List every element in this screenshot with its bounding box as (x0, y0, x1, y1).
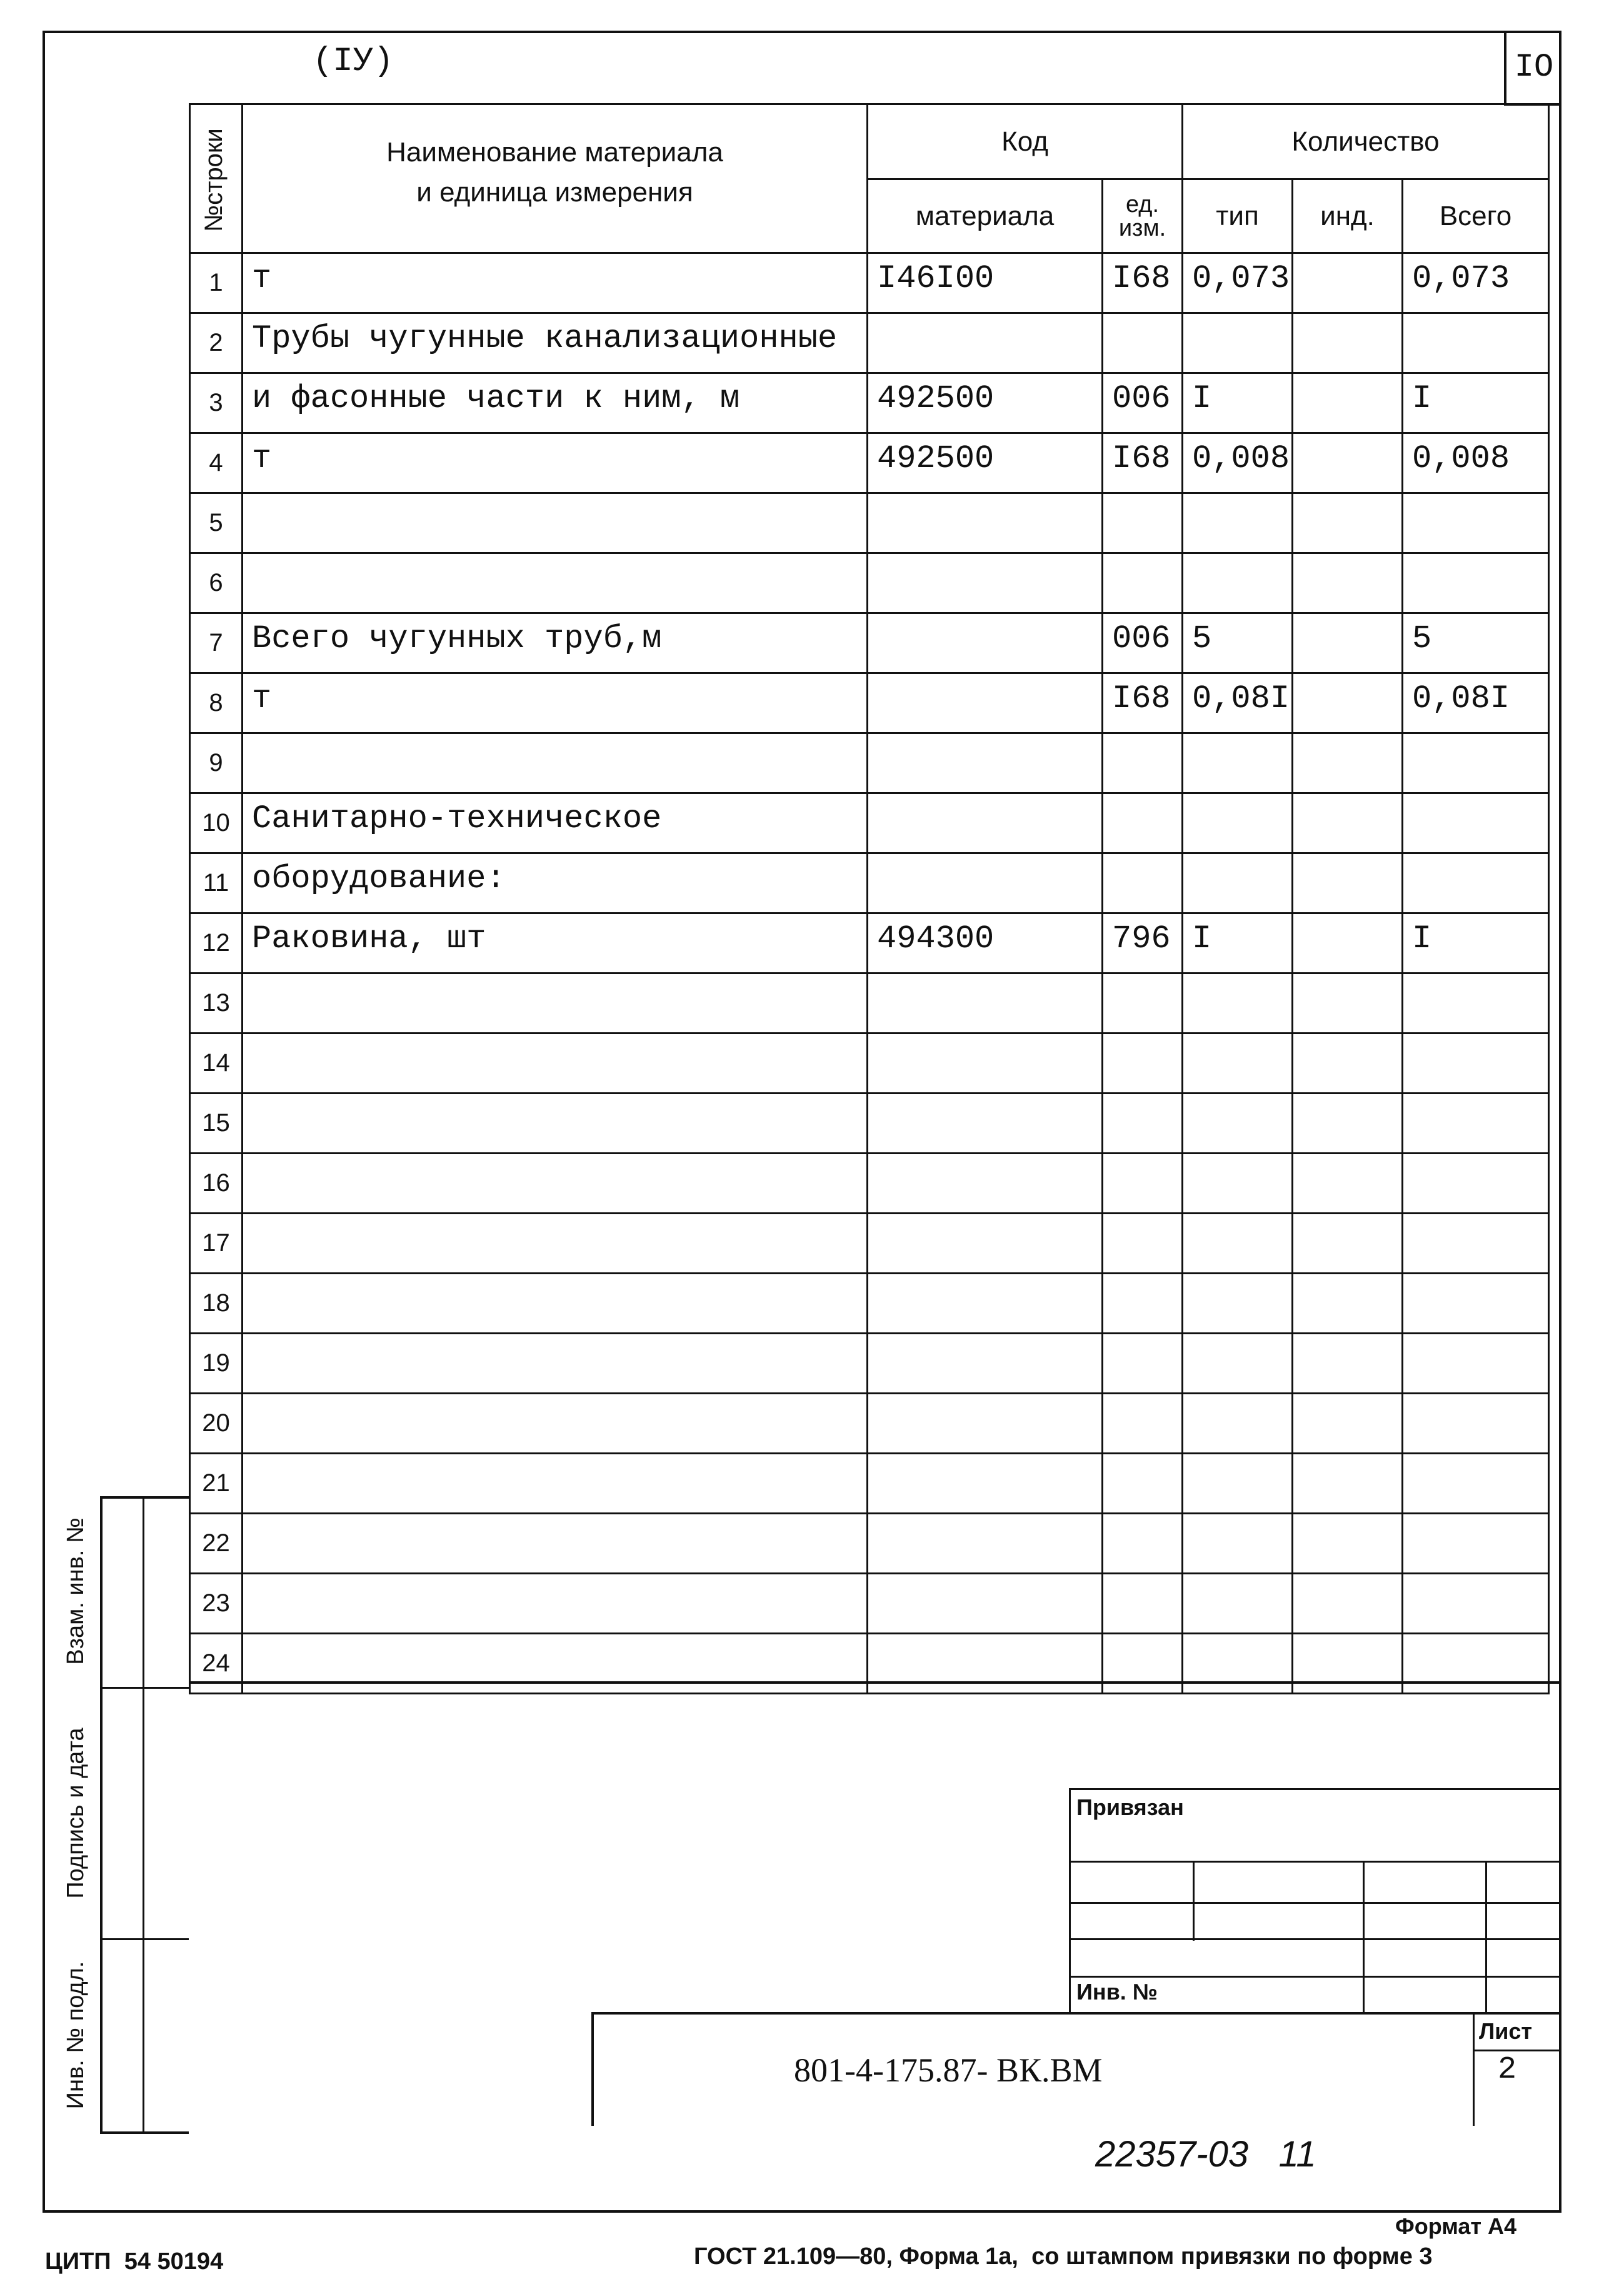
table-row (190, 613, 1549, 673)
table-row (190, 973, 1549, 1034)
row-unit-code (1103, 1274, 1183, 1334)
table-row (190, 253, 1549, 313)
row-number: 7 (190, 613, 243, 673)
row-qty-total: 0,008 (1403, 433, 1549, 493)
row-number: 12 (190, 913, 243, 973)
handwritten-number: 22357-03 11 (1095, 2134, 1316, 2175)
row-qty-total (1403, 313, 1549, 373)
footer-left: ЦИТП 54 50194 (45, 2248, 224, 2275)
side-divider-2 (100, 1938, 189, 1940)
row-qty-typ (1183, 1574, 1293, 1634)
row-unit-code (1103, 1514, 1183, 1574)
table-row (190, 1514, 1549, 1574)
row-name: Всего чугунных труб,м (243, 613, 868, 673)
row-qty-ind (1293, 313, 1403, 373)
row-qty-typ (1183, 1454, 1293, 1514)
row-number: 1 (190, 253, 243, 313)
row-qty-total: 0,08I (1403, 673, 1549, 733)
row-qty-ind (1293, 373, 1403, 433)
row-qty-ind (1293, 973, 1403, 1034)
row-unit-code: 006 (1103, 613, 1183, 673)
row-material-code (868, 853, 1103, 913)
row-name (243, 1574, 868, 1634)
row-material-code (868, 1574, 1103, 1634)
row-material-code (868, 673, 1103, 733)
row-name: т (243, 673, 868, 733)
designation-text: 801-4-175.87- ВК.ВМ (794, 2051, 1103, 2089)
row-qty-total (1403, 793, 1549, 853)
row-qty-typ: I (1183, 913, 1293, 973)
table-row (190, 1094, 1549, 1154)
table-row (190, 1394, 1549, 1454)
row-number: 10 (190, 793, 243, 853)
row-unit-code (1103, 1154, 1183, 1214)
stamp-hline-2 (1069, 1902, 1561, 1904)
row-name (243, 733, 868, 793)
row-qty-total (1403, 1634, 1549, 1694)
privyazan-label: Привязан (1076, 1794, 1184, 1820)
row-qty-ind (1293, 1454, 1403, 1514)
row-qty-typ (1183, 493, 1293, 553)
table-row (190, 433, 1549, 493)
row-qty-typ (1183, 1634, 1293, 1694)
row-name: т (243, 433, 868, 493)
row-qty-total (1403, 1214, 1549, 1274)
row-qty-ind (1293, 433, 1403, 493)
row-qty-total (1403, 553, 1549, 613)
row-unit-code (1103, 1034, 1183, 1094)
row-qty-ind (1293, 1094, 1403, 1154)
row-material-code: 492500 (868, 433, 1103, 493)
row-qty-ind (1293, 1574, 1403, 1634)
row-name: Трубы чугунные канализационные (243, 313, 868, 373)
row-qty-ind (1293, 1034, 1403, 1094)
row-qty-total (1403, 1514, 1549, 1574)
row-qty-typ (1183, 973, 1293, 1034)
row-unit-code (1103, 973, 1183, 1034)
row-qty-total (1403, 1094, 1549, 1154)
row-number: 22 (190, 1514, 243, 1574)
table-row (190, 1334, 1549, 1394)
row-number: 11 (190, 853, 243, 913)
row-material-code (868, 973, 1103, 1034)
list-box-divider (1473, 2012, 1475, 2126)
row-qty-total: 0,073 (1403, 253, 1549, 313)
row-name (243, 1634, 868, 1694)
table-row (190, 1214, 1549, 1274)
footer-right: ГОСТ 21.109—80, Форма 1а, со штампом привязки по форме 3 (694, 2243, 1433, 2270)
row-material-code (868, 553, 1103, 613)
row-qty-typ (1183, 1274, 1293, 1334)
row-material-code: I46I00 (868, 253, 1103, 313)
row-number: 5 (190, 493, 243, 553)
format-label: Формат А4 (1395, 2213, 1517, 2239)
header-name: Наименование материала и единица измерения (243, 104, 868, 253)
row-qty-typ (1183, 733, 1293, 793)
table-row (190, 493, 1549, 553)
row-material-code: 494300 (868, 913, 1103, 973)
list-value: 2 (1498, 2052, 1517, 2088)
table-row (190, 1454, 1549, 1514)
row-unit-code (1103, 493, 1183, 553)
stamp-vline-2 (1363, 1861, 1365, 2015)
row-name (243, 1034, 868, 1094)
sheet-number: IO (1504, 31, 1561, 106)
row-material-code (868, 1154, 1103, 1214)
row-number: 17 (190, 1214, 243, 1274)
row-name: т (243, 253, 868, 313)
header-code: Код (868, 104, 1183, 179)
spec-body (190, 253, 1549, 1694)
table-row (190, 373, 1549, 433)
row-qty-ind (1293, 1514, 1403, 1574)
row-unit-code: I68 (1103, 253, 1183, 313)
header-typ: тип (1183, 179, 1293, 253)
row-material-code: 492500 (868, 373, 1103, 433)
row-qty-ind (1293, 253, 1403, 313)
row-number: 15 (190, 1094, 243, 1154)
row-qty-ind (1293, 1214, 1403, 1274)
row-material-code (868, 1334, 1103, 1394)
row-unit-code (1103, 1394, 1183, 1454)
table-row (190, 1034, 1549, 1094)
row-unit-code (1103, 853, 1183, 913)
row-material-code (868, 1394, 1103, 1454)
row-name: оборудование: (243, 853, 868, 913)
section-label: (IУ) (313, 43, 394, 81)
row-qty-total (1403, 733, 1549, 793)
row-qty-ind (1293, 673, 1403, 733)
table-row (190, 1574, 1549, 1634)
row-name: Санитарно-техническое (243, 793, 868, 853)
stamp-vline-1 (1193, 1861, 1195, 1941)
row-unit-code: I68 (1103, 433, 1183, 493)
header-quantity: Количество (1183, 104, 1549, 179)
row-qty-ind (1293, 853, 1403, 913)
row-name (243, 1274, 868, 1334)
row-qty-typ (1183, 1034, 1293, 1094)
list-box-hline (1473, 2050, 1561, 2051)
row-number: 21 (190, 1454, 243, 1514)
stamp-vline-3 (1485, 1861, 1487, 2015)
header-row-no: №строки (190, 104, 243, 253)
row-number: 14 (190, 1034, 243, 1094)
row-qty-ind (1293, 613, 1403, 673)
row-qty-ind (1293, 553, 1403, 613)
side-strip (100, 1496, 189, 2134)
row-name (243, 1394, 868, 1454)
table-row (190, 313, 1549, 373)
row-unit-code (1103, 793, 1183, 853)
row-qty-total (1403, 493, 1549, 553)
row-qty-total (1403, 1574, 1549, 1634)
row-qty-typ (1183, 1214, 1293, 1274)
row-qty-ind (1293, 493, 1403, 553)
row-unit-code (1103, 1454, 1183, 1514)
spec-table (189, 103, 1550, 1694)
row-qty-typ (1183, 553, 1293, 613)
row-number: 19 (190, 1334, 243, 1394)
row-number: 4 (190, 433, 243, 493)
table-row (190, 733, 1549, 793)
row-material-code (868, 313, 1103, 373)
row-number: 20 (190, 1394, 243, 1454)
row-qty-total: 5 (1403, 613, 1549, 673)
row-material-code (868, 1634, 1103, 1694)
header-material: материала (868, 179, 1103, 253)
row-material-code (868, 1454, 1103, 1514)
row-unit-code: 796 (1103, 913, 1183, 973)
row-name (243, 1514, 868, 1574)
row-number: 9 (190, 733, 243, 793)
row-unit-code (1103, 1574, 1183, 1634)
row-qty-ind (1293, 913, 1403, 973)
row-number: 3 (190, 373, 243, 433)
row-qty-typ (1183, 1334, 1293, 1394)
row-name (243, 1154, 868, 1214)
header-unit: ед. изм. (1103, 179, 1183, 253)
inv-no-label: Инв. № (1076, 1979, 1158, 2005)
row-name: Раковина, шт (243, 913, 868, 973)
row-qty-total (1403, 1454, 1549, 1514)
table-row (190, 1274, 1549, 1334)
row-qty-total (1403, 1154, 1549, 1214)
row-qty-total (1403, 1274, 1549, 1334)
row-unit-code (1103, 553, 1183, 613)
row-unit-code: 006 (1103, 373, 1183, 433)
row-qty-typ (1183, 853, 1293, 913)
table-row (190, 1634, 1549, 1694)
row-unit-code (1103, 1334, 1183, 1394)
stamp-hline-1 (1069, 1861, 1561, 1863)
row-qty-total: I (1403, 913, 1549, 973)
row-name: и фасонные части к ним, м (243, 373, 868, 433)
row-name (243, 553, 868, 613)
row-material-code (868, 1034, 1103, 1094)
row-qty-ind (1293, 733, 1403, 793)
header-ind: инд. (1293, 179, 1403, 253)
header-total: Всего (1403, 179, 1549, 253)
row-qty-ind (1293, 1334, 1403, 1394)
row-qty-ind (1293, 1634, 1403, 1694)
stamp-hline-3 (1069, 1938, 1561, 1940)
row-material-code (868, 793, 1103, 853)
row-unit-code (1103, 1094, 1183, 1154)
row-qty-total (1403, 1334, 1549, 1394)
row-qty-total (1403, 1034, 1549, 1094)
row-qty-total (1403, 853, 1549, 913)
row-qty-total (1403, 973, 1549, 1034)
row-name (243, 973, 868, 1034)
row-number: 16 (190, 1154, 243, 1214)
row-material-code (868, 1514, 1103, 1574)
row-name (243, 1454, 868, 1514)
row-qty-total: I (1403, 373, 1549, 433)
row-unit-code (1103, 1214, 1183, 1274)
side-divider-1 (100, 1687, 189, 1689)
row-unit-code (1103, 313, 1183, 373)
row-number: 23 (190, 1574, 243, 1634)
row-unit-code (1103, 733, 1183, 793)
row-material-code (868, 613, 1103, 673)
table-row (190, 673, 1549, 733)
list-label: Лист (1479, 2018, 1533, 2044)
row-qty-ind (1293, 1274, 1403, 1334)
row-qty-typ (1183, 1154, 1293, 1214)
row-qty-typ: 5 (1183, 613, 1293, 673)
row-name (243, 1334, 868, 1394)
row-qty-typ: 0,008 (1183, 433, 1293, 493)
row-name (243, 493, 868, 553)
row-number: 18 (190, 1274, 243, 1334)
stamp-area-top-line (189, 1681, 1561, 1684)
row-material-code (868, 1274, 1103, 1334)
row-number: 8 (190, 673, 243, 733)
table-row (190, 553, 1549, 613)
row-name (243, 1094, 868, 1154)
table-row (190, 913, 1549, 973)
row-number: 13 (190, 973, 243, 1034)
row-number: 6 (190, 553, 243, 613)
row-unit-code: I68 (1103, 673, 1183, 733)
row-qty-typ (1183, 793, 1293, 853)
row-name (243, 1214, 868, 1274)
table-row (190, 853, 1549, 913)
row-material-code (868, 1094, 1103, 1154)
row-material-code (868, 493, 1103, 553)
row-material-code (868, 1214, 1103, 1274)
table-row (190, 1154, 1549, 1214)
row-qty-typ (1183, 1394, 1293, 1454)
side-strip-inner-line (143, 1496, 144, 2134)
row-qty-typ: I (1183, 373, 1293, 433)
row-material-code (868, 733, 1103, 793)
row-qty-typ (1183, 1094, 1293, 1154)
row-qty-total (1403, 1394, 1549, 1454)
row-unit-code (1103, 1634, 1183, 1694)
stamp-hline-4 (1069, 1976, 1561, 1978)
row-qty-typ (1183, 1514, 1293, 1574)
row-number: 24 (190, 1634, 243, 1694)
row-qty-typ (1183, 313, 1293, 373)
row-qty-typ: 0,073 (1183, 253, 1293, 313)
row-qty-ind (1293, 1394, 1403, 1454)
row-number: 2 (190, 313, 243, 373)
row-qty-ind (1293, 793, 1403, 853)
row-qty-typ: 0,08I (1183, 673, 1293, 733)
row-qty-ind (1293, 1154, 1403, 1214)
table-row (190, 793, 1549, 853)
